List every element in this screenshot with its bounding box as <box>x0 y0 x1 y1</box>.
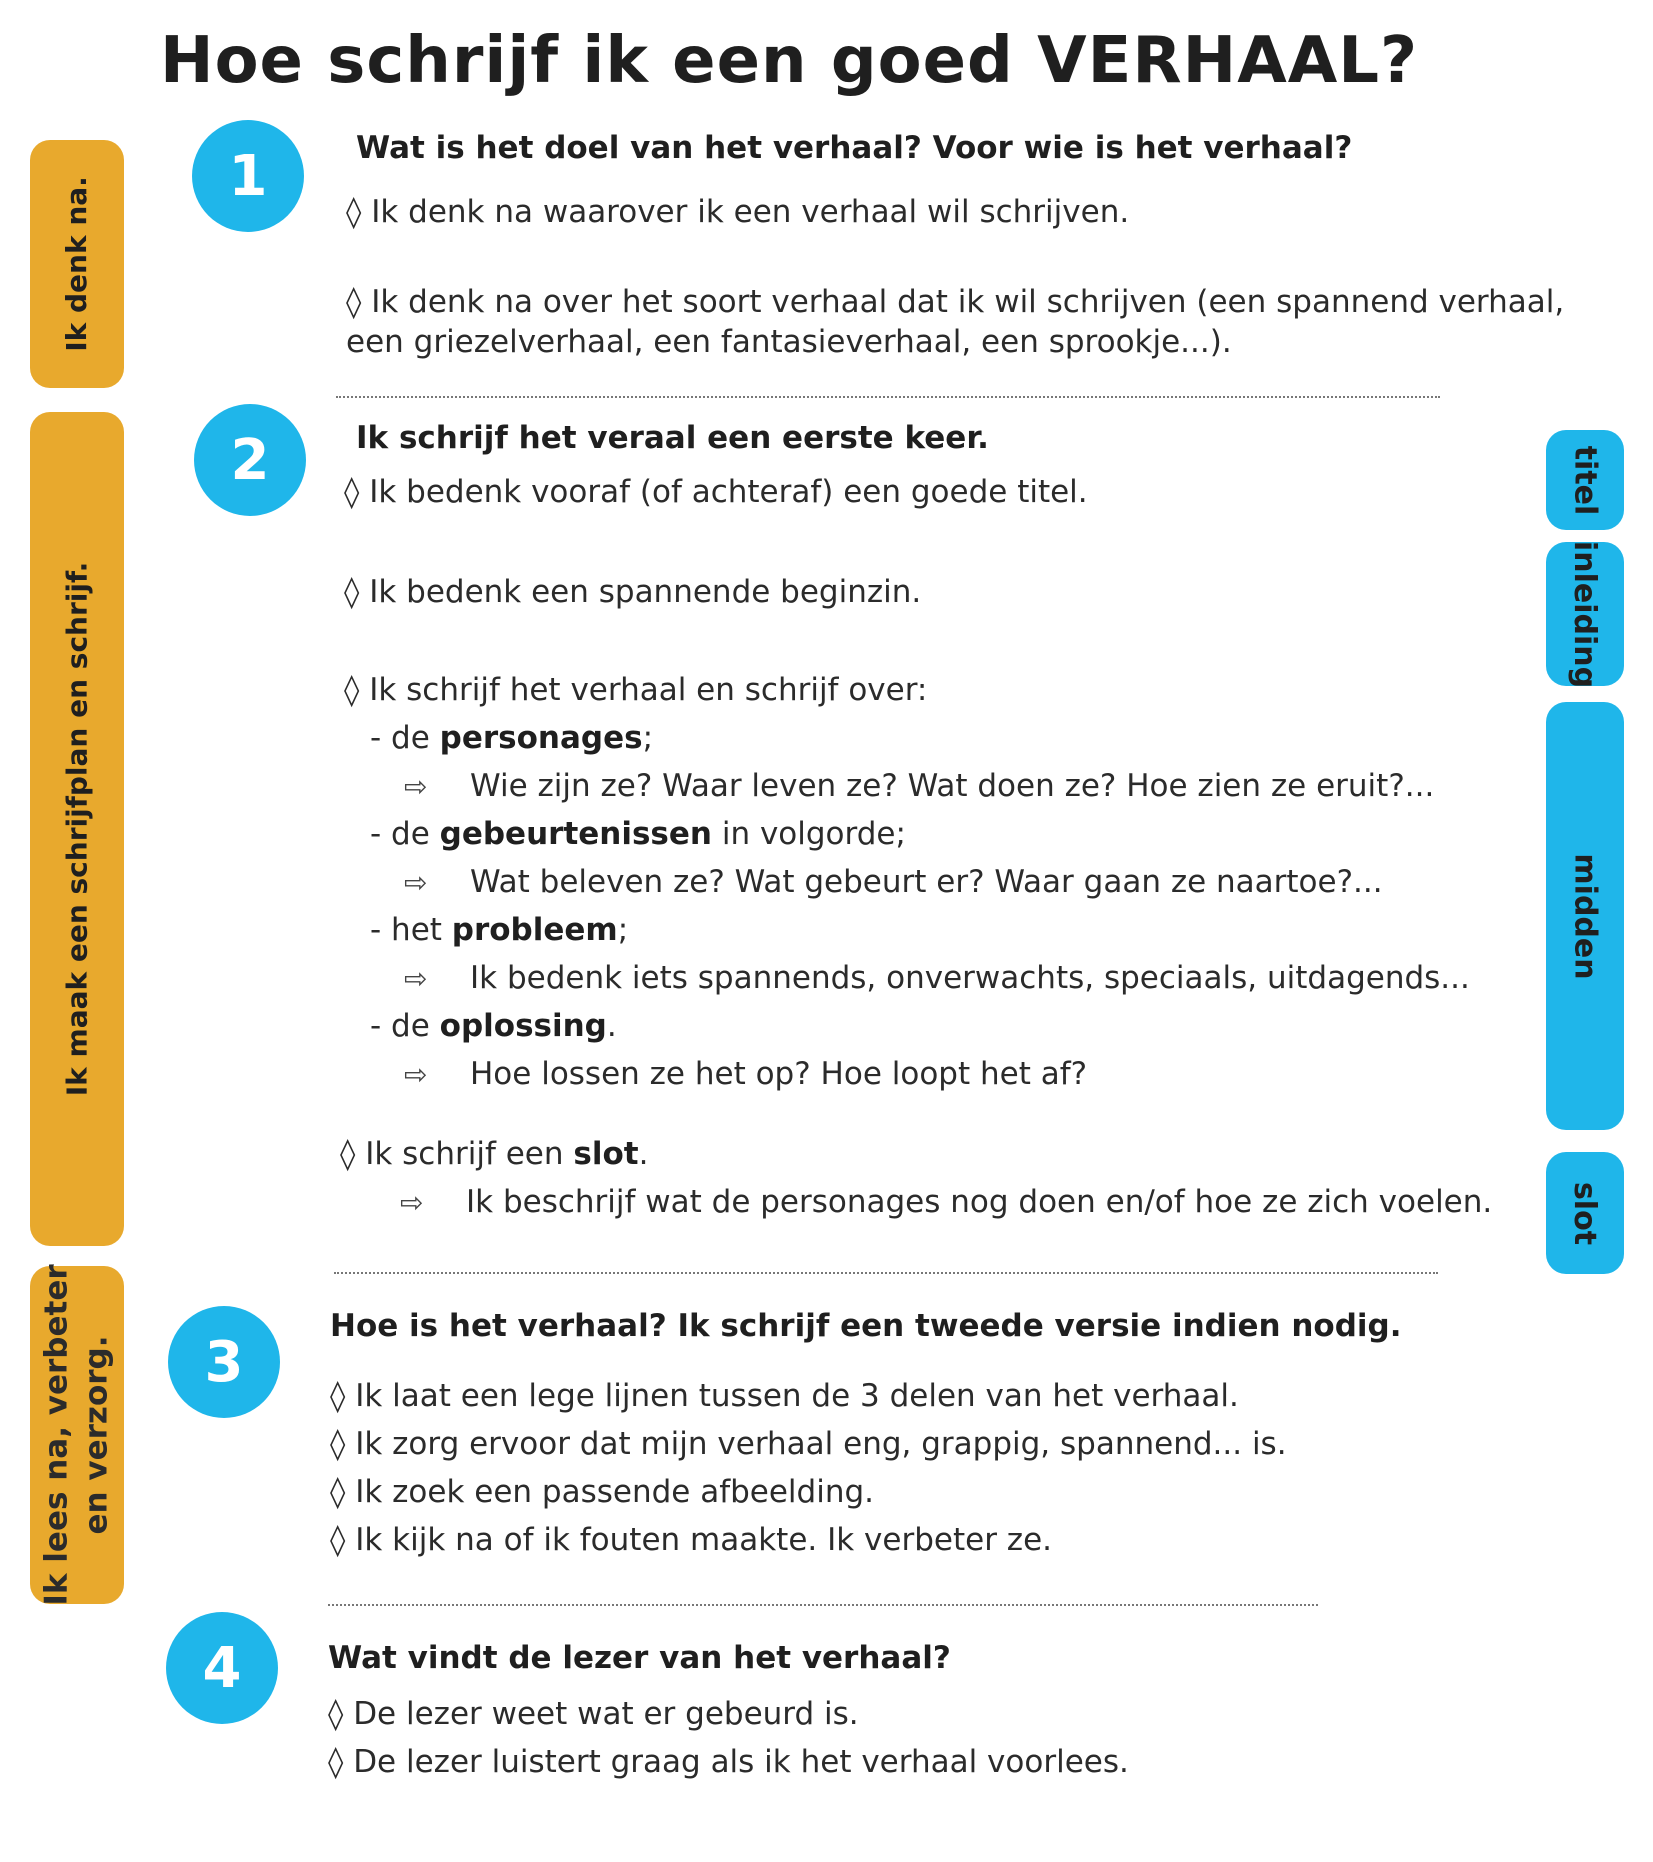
tab-titel <box>1546 430 1624 530</box>
step-1-item-2-cont: een griezelverhaal, een fantasieverhaal, een sprookje...). <box>346 324 1232 360</box>
tab-think <box>30 140 124 388</box>
tab-review-line2: en verzorg. <box>79 1335 116 1535</box>
arrow-right-icon: ⇨ <box>404 1058 428 1091</box>
step-2-heading: Ik schrijf het veraal een eerste keer. <box>356 420 989 456</box>
page-title: Hoe schrijf ik een goed VERHAAL? <box>160 24 1419 98</box>
step-2-item-3: ◊ Ik schrijf het verhaal en schrijf over: <box>344 672 928 708</box>
step-4-item-1: ◊ De lezer weet wat er gebeurd is. <box>328 1696 859 1732</box>
bullet-icon: ◊ <box>344 474 360 510</box>
tab-midden <box>1546 702 1624 1130</box>
divider <box>336 392 1440 398</box>
arrow-right-icon: ⇨ <box>404 962 428 995</box>
tab-inleiding-label: inleiding <box>1567 540 1603 688</box>
arrow-right-icon: ⇨ <box>400 1186 424 1219</box>
bullet-icon: ◊ <box>340 1136 356 1172</box>
bullet-icon: ◊ <box>328 1696 344 1732</box>
bullet-icon: ◊ <box>330 1378 346 1414</box>
step-4-circle: 4 <box>166 1612 278 1724</box>
step-2-sub-1: - de personages; <box>370 720 654 756</box>
tab-midden-label: midden <box>1567 852 1603 980</box>
tab-review <box>30 1266 124 1604</box>
step-2-sub-2-detail: ⇨ Wat beleven ze? Wat gebeurt er? Waar gaan ze naartoe?... <box>404 862 1383 903</box>
bullet-icon: ◊ <box>346 194 362 230</box>
step-2-sub-1-detail: ⇨ Wie zijn ze? Waar leven ze? Wat doen ze? Hoe zien ze eruit?... <box>404 766 1434 807</box>
bullet-icon: ◊ <box>344 672 360 708</box>
tab-plan <box>30 412 124 1246</box>
step-3-circle: 3 <box>168 1306 280 1418</box>
arrow-right-icon: ⇨ <box>404 770 428 803</box>
tab-plan-label: Ik maak een schrijfplan en schrijf. <box>60 561 94 1097</box>
arrow-right-icon: ⇨ <box>404 866 428 899</box>
step-3-heading: Hoe is het verhaal? Ik schrijf een tweede versie indien nodig. <box>330 1308 1402 1344</box>
step-2-item-2: ◊ Ik bedenk een spannende beginzin. <box>344 574 922 610</box>
bullet-icon: ◊ <box>330 1474 346 1510</box>
bullet-icon: ◊ <box>344 574 360 610</box>
divider <box>334 1268 1438 1274</box>
step-2-item-1: ◊ Ik bedenk vooraf (of achteraf) een goede titel. <box>344 474 1088 510</box>
step-2-sub-2: - de gebeurtenissen in volgorde; <box>370 816 906 852</box>
step-3-item-2: ◊ Ik zorg ervoor dat mijn verhaal eng, grappig, spannend... is. <box>330 1426 1287 1462</box>
bullet-icon: ◊ <box>328 1744 344 1780</box>
step-2-circle: 2 <box>194 404 306 516</box>
bullet-icon: ◊ <box>330 1522 346 1558</box>
step-1-item-2: ◊ Ik denk na over het soort verhaal dat ik wil schrijven (een spannend verhaal, <box>346 284 1565 320</box>
tab-slot-label: slot <box>1567 1181 1603 1245</box>
step-1-item-1: ◊ Ik denk na waarover ik een verhaal wil schrijven. <box>346 194 1130 230</box>
tab-slot <box>1546 1152 1624 1274</box>
tab-titel-label: titel <box>1567 445 1603 515</box>
step-3-item-4: ◊ Ik kijk na of ik fouten maakte. Ik verbeter ze. <box>330 1522 1052 1558</box>
bullet-icon: ◊ <box>346 284 362 320</box>
divider <box>328 1600 1318 1606</box>
step-2-sub-3: - het probleem; <box>370 912 629 948</box>
step-2-sub-3-detail: ⇨ Ik bedenk iets spannends, onverwachts, speciaals, uitdagends... <box>404 958 1470 999</box>
bullet-icon: ◊ <box>330 1426 346 1462</box>
step-1-circle: 1 <box>192 120 304 232</box>
step-2-item-4: ◊ Ik schrijf een slot. <box>340 1136 649 1172</box>
tab-inleiding <box>1546 542 1624 686</box>
tab-review-label <box>37 1264 117 1605</box>
step-1-heading: Wat is het doel van het verhaal? Voor wie is het verhaal? <box>356 130 1353 166</box>
tab-think-label: Ik denk na. <box>60 176 93 352</box>
step-3-item-3: ◊ Ik zoek een passende afbeelding. <box>330 1474 875 1510</box>
step-4-heading: Wat vindt de lezer van het verhaal? <box>328 1640 951 1676</box>
step-3-item-1: ◊ Ik laat een lege lijnen tussen de 3 delen van het verhaal. <box>330 1378 1239 1414</box>
tab-review-line1: Ik lees na, verbeter <box>39 1264 76 1606</box>
step-4-item-2: ◊ De lezer luistert graag als ik het verhaal voorlees. <box>328 1744 1129 1780</box>
step-2-sub-4-detail: ⇨ Hoe lossen ze het op? Hoe loopt het af? <box>404 1054 1087 1095</box>
step-2-sub-4: - de oplossing. <box>370 1008 617 1044</box>
step-2-item-4-detail: ⇨ Ik beschrijf wat de personages nog doen en/of hoe ze zich voelen. <box>400 1182 1492 1223</box>
